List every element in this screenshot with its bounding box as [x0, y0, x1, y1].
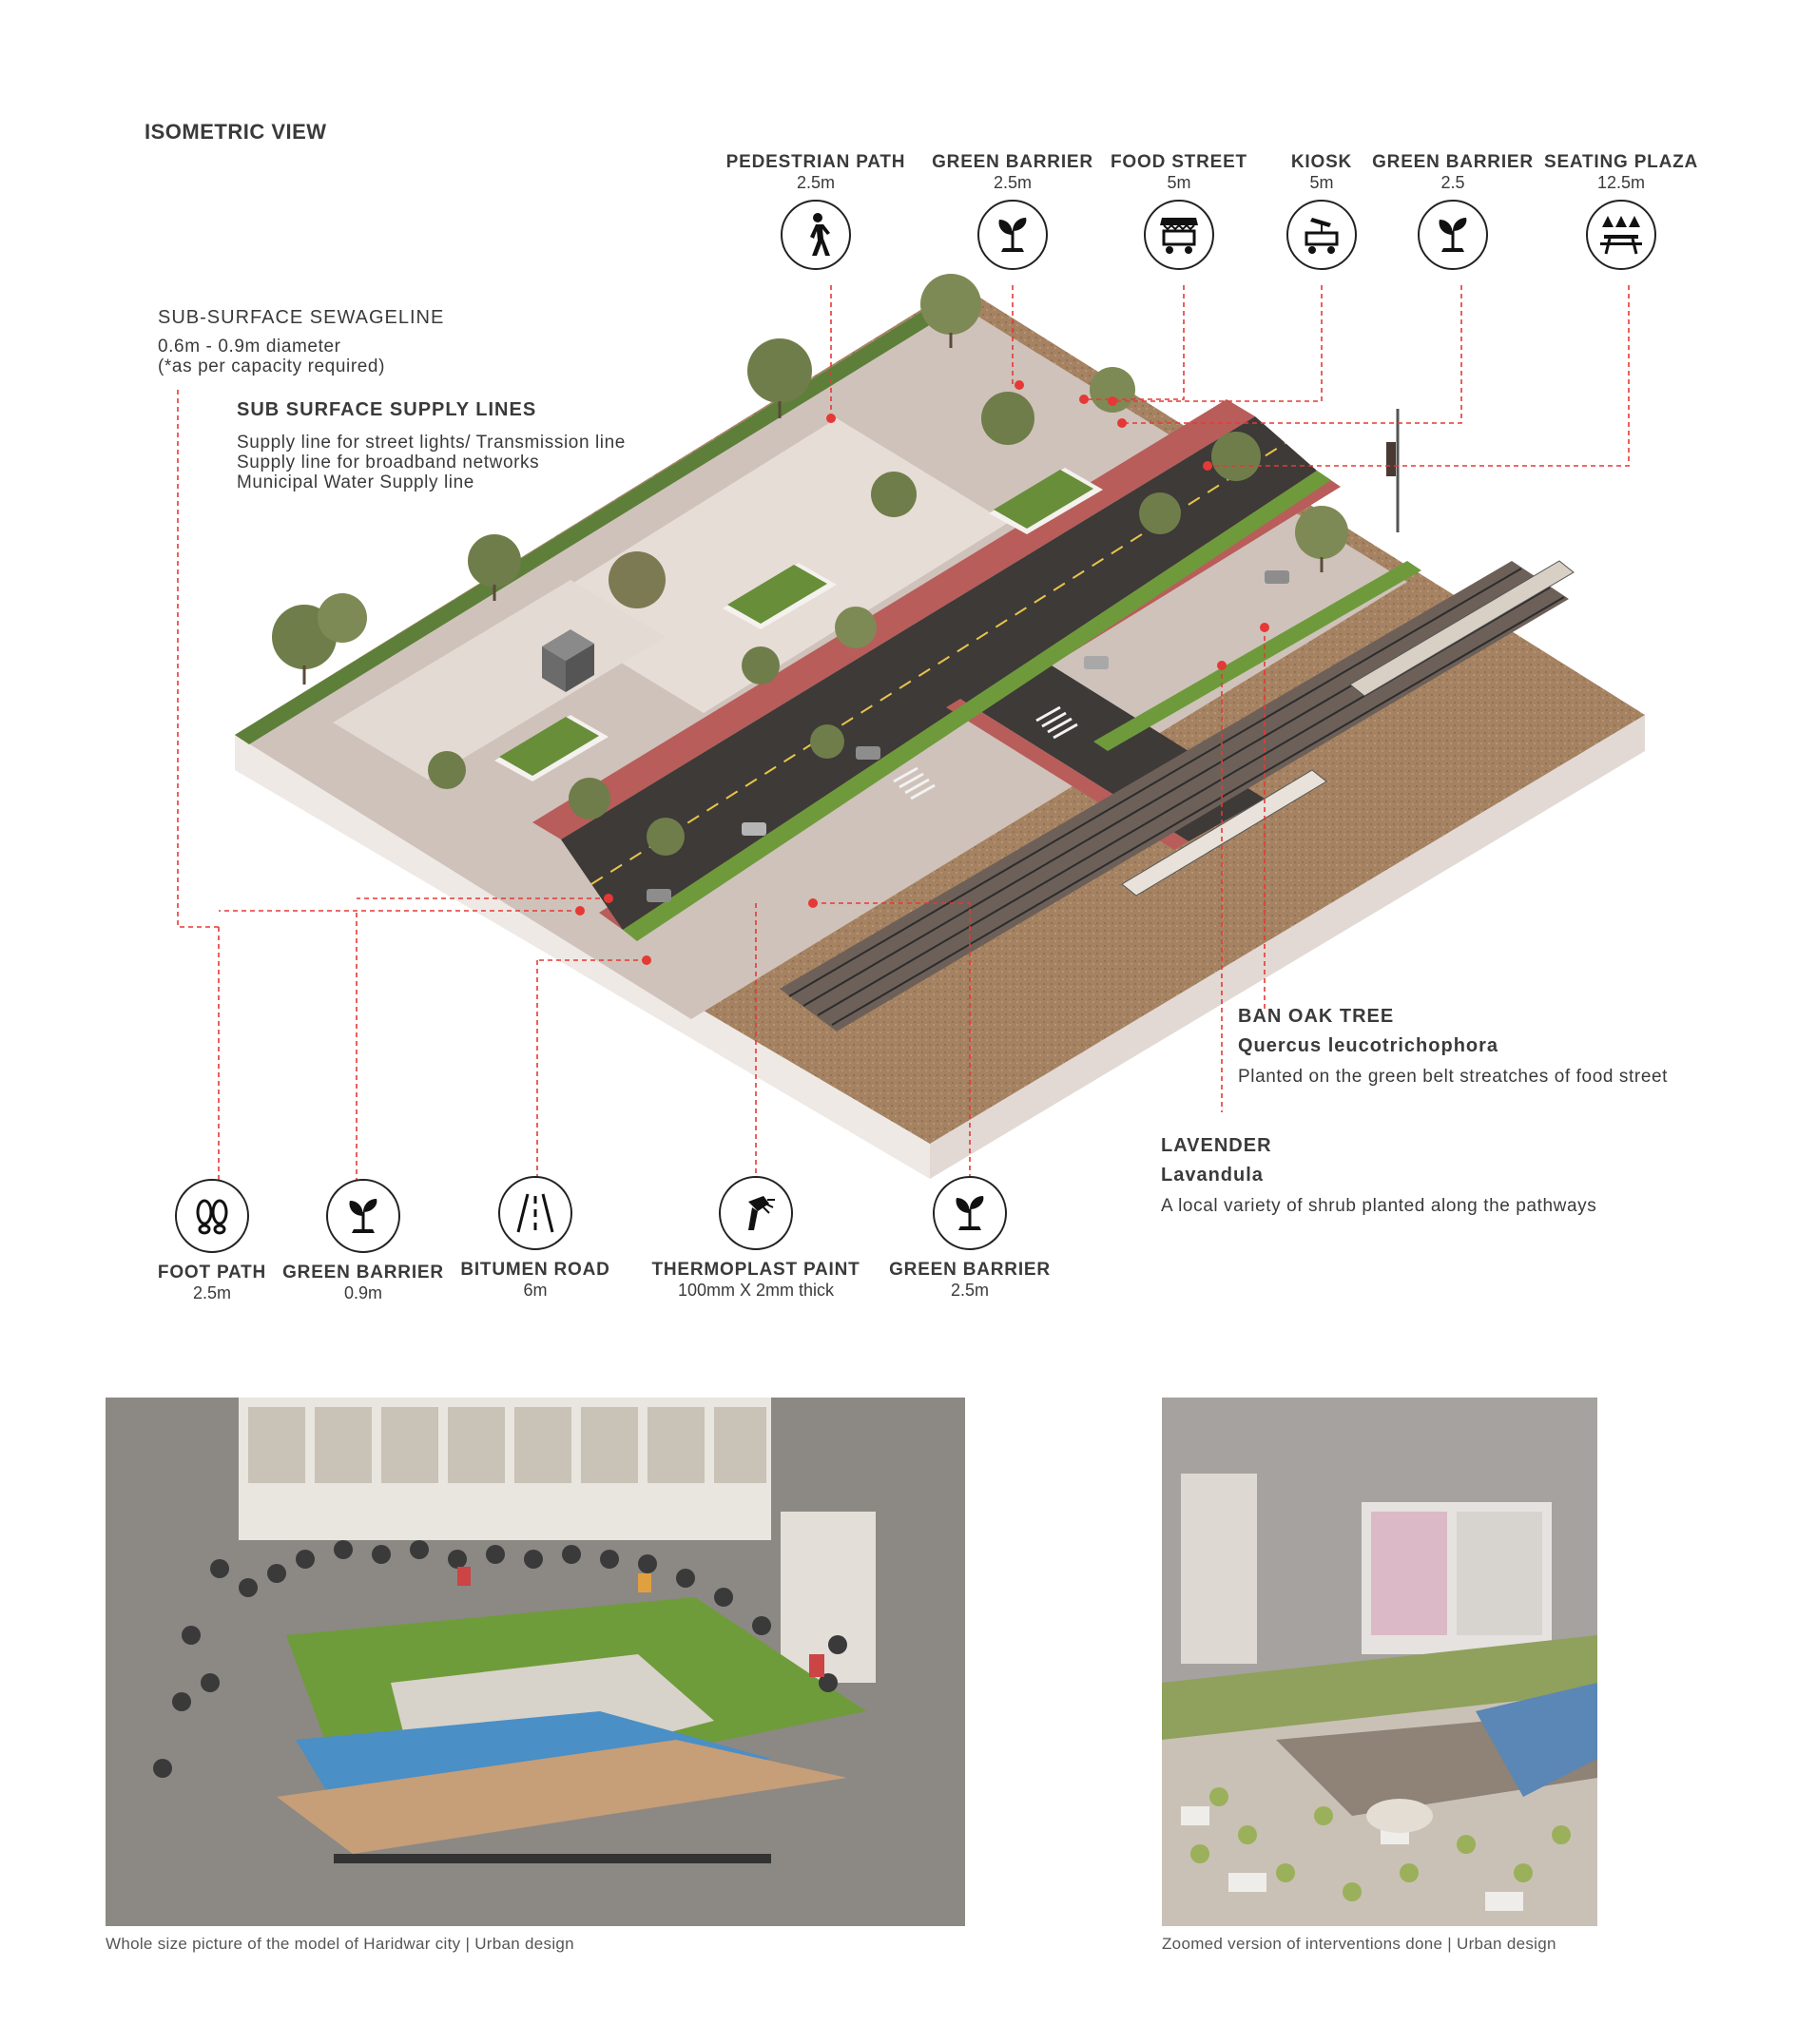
- ban-oak-description: Planted on the green belt streatches of food street: [1238, 1067, 1669, 1087]
- label-seating-plaza: [1521, 152, 1721, 270]
- label-title: FOOT PATH: [157, 1263, 267, 1282]
- label-dimension: 2.5m: [993, 173, 1033, 192]
- lavender-description: A local variety of shrub planted along the pathways: [1161, 1196, 1597, 1216]
- supply-line-3: Municipal Water Supply line: [237, 472, 474, 492]
- label-thermoplast-paint: [642, 1176, 870, 1300]
- model-group-photo: [106, 1398, 965, 1926]
- label-green-barrier-bottom-2: [856, 1176, 1084, 1300]
- ban-oak-species: Quercus leucotrichophora: [1238, 1035, 1499, 1056]
- label-title: KIOSK: [1290, 152, 1353, 172]
- picnic-table-icon: [1586, 200, 1656, 270]
- label-dimension: 2.5m: [192, 1283, 232, 1302]
- label-title: BITUMEN ROAD: [460, 1260, 610, 1280]
- plant-icon: [1418, 200, 1488, 270]
- label-dimension: 12.5m: [1596, 173, 1646, 192]
- label-dimension: 2.5: [1440, 173, 1465, 192]
- label-dimension: 2.5m: [950, 1281, 990, 1300]
- supply-line-2: Supply line for broadband networks: [237, 453, 540, 472]
- supply-heading: SUB SURFACE SUPPLY LINES: [237, 399, 537, 420]
- label-dimension: 5m: [1309, 173, 1334, 192]
- sewage-note: [158, 307, 444, 376]
- label-title: GREEN BARRIER: [282, 1263, 444, 1282]
- label-title: FOOD STREET: [1111, 152, 1247, 172]
- page-title: ISOMETRIC VIEW: [145, 120, 327, 144]
- label-title: PEDESTRIAN PATH: [725, 152, 906, 172]
- sewage-heading: SUB-SURFACE SEWAGELINE: [158, 307, 445, 328]
- label-dimension: 6m: [523, 1281, 548, 1300]
- supply-line-1: Supply line for street lights/ Transmission line: [237, 433, 626, 453]
- pedestrian-icon: [781, 200, 851, 270]
- road-icon: [498, 1176, 572, 1250]
- plant-icon: [977, 200, 1048, 270]
- kiosk-icon: [1286, 200, 1357, 270]
- lavender-species: Lavandula: [1161, 1165, 1264, 1186]
- ban-oak-note: [1238, 1006, 1732, 1087]
- sewage-line-2: (*as per capacity required): [158, 357, 386, 376]
- caption-left: Whole size picture of the model of Haridwar city | Urban design: [106, 1935, 574, 1953]
- label-dimension: 5m: [1167, 173, 1191, 192]
- paint-gun-icon: [719, 1176, 793, 1250]
- label-pedestrian-path: [716, 152, 916, 270]
- plant-icon: [326, 1179, 400, 1253]
- sewage-line-1: 0.6m - 0.9m diameter: [158, 337, 341, 357]
- footprints-icon: [175, 1179, 249, 1253]
- label-dimension: 0.9m: [343, 1283, 383, 1302]
- food-cart-icon: [1144, 200, 1214, 270]
- caption-right: Zoomed version of interventions done | Urban design: [1162, 1935, 1556, 1953]
- lavender-heading: LAVENDER: [1161, 1135, 1272, 1156]
- plant-icon: [933, 1176, 1007, 1250]
- label-bitumen-road: [421, 1176, 649, 1300]
- supply-note: [237, 399, 626, 492]
- label-title: SEATING PLAZA: [1543, 152, 1699, 172]
- ban-oak-heading: BAN OAK TREE: [1238, 1006, 1395, 1027]
- model-zoom-photo: [1162, 1398, 1597, 1926]
- label-title: GREEN BARRIER: [932, 152, 1093, 172]
- label-dimension: 100mm X 2mm thick: [677, 1281, 835, 1300]
- label-title: GREEN BARRIER: [889, 1260, 1051, 1280]
- lavender-note: [1161, 1135, 1617, 1216]
- label-dimension: 2.5m: [796, 173, 836, 192]
- label-title: GREEN BARRIER: [1372, 152, 1534, 172]
- label-title: THERMOPLAST PAINT: [651, 1260, 860, 1280]
